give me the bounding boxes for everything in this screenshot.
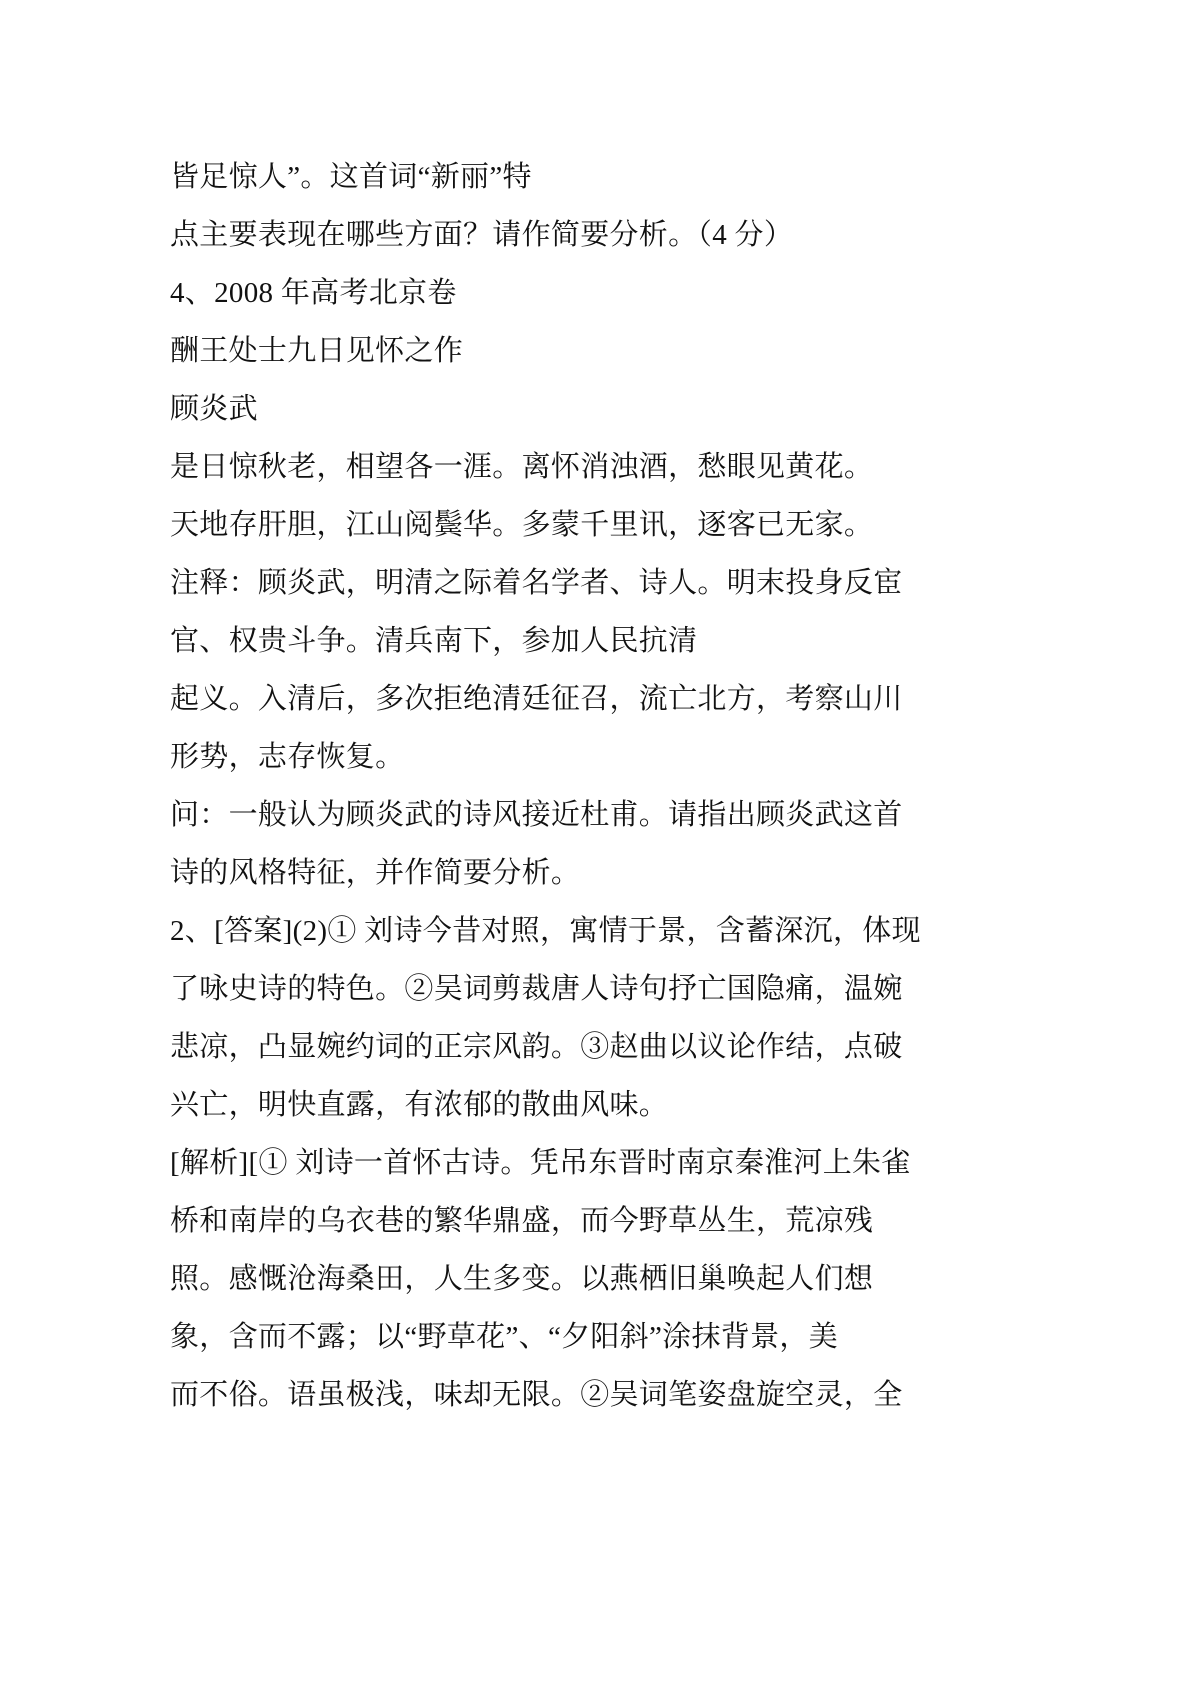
answer-line: 悲凉，凸显婉约词的正宗风韵。③赵曲以议论作结，点破 xyxy=(170,1031,903,1063)
answer-line: 2、[答案](2)① 刘诗今昔对照，寓情于景，含蓄深沉，体现 xyxy=(170,915,921,947)
analysis-line: 象，含而不露；以“野草花”、“夕阳斜”涂抹背景，美 xyxy=(170,1321,838,1353)
section-heading: 4、2008 年高考北京卷 xyxy=(170,277,457,309)
analysis-line: 而不俗。语虽极浅，味却无限。②吴词笔姿盘旋空灵，全 xyxy=(170,1379,903,1411)
answer-line: 兴亡，明快直露，有浓郁的散曲风味。 xyxy=(170,1089,669,1121)
question-line: 问：一般认为顾炎武的诗风接近杜甫。请指出顾炎武这首 xyxy=(170,799,903,831)
annotation-line: 形势，志存恢复。 xyxy=(170,741,405,773)
question-text-line: 点主要表现在哪些方面？请作简要分析。（4 分） xyxy=(170,219,794,251)
analysis-line: [解析][① 刘诗一首怀古诗。凭吊东晋时南京秦淮河上朱雀 xyxy=(170,1147,911,1179)
analysis-line: 照。感慨沧海桑田，人生多变。以燕栖旧巢唤起人们想 xyxy=(170,1263,874,1295)
document-body xyxy=(170,148,1130,1424)
question-line: 诗的风格特征，并作简要分析。 xyxy=(170,857,581,889)
answer-line: 了咏史诗的特色。②吴词剪裁唐人诗句抒亡国隐痛，温婉 xyxy=(170,973,903,1005)
question-text-line: 皆足惊人”。这首词“新丽”特 xyxy=(170,161,532,193)
poem-author: 顾炎武 xyxy=(170,393,258,425)
annotation-line: 官、权贵斗争。清兵南下，参加人民抗清 xyxy=(170,625,698,657)
poem-line: 是日惊秋老，相望各一涯。离怀消浊酒，愁眼见黄花。 xyxy=(170,451,874,483)
analysis-line: 桥和南岸的乌衣巷的繁华鼎盛，而今野草丛生，荒凉残 xyxy=(170,1205,874,1237)
annotation-line: 注释：顾炎武，明清之际着名学者、诗人。明末投身反宦 xyxy=(170,567,903,599)
annotation-line: 起义。入清后，多次拒绝清廷征召，流亡北方，考察山川 xyxy=(170,683,903,715)
poem-line: 天地存肝胆，江山阅鬓华。多蒙千里讯，逐客已无家。 xyxy=(170,509,874,541)
poem-title: 酬王处士九日见怀之作 xyxy=(170,335,464,367)
